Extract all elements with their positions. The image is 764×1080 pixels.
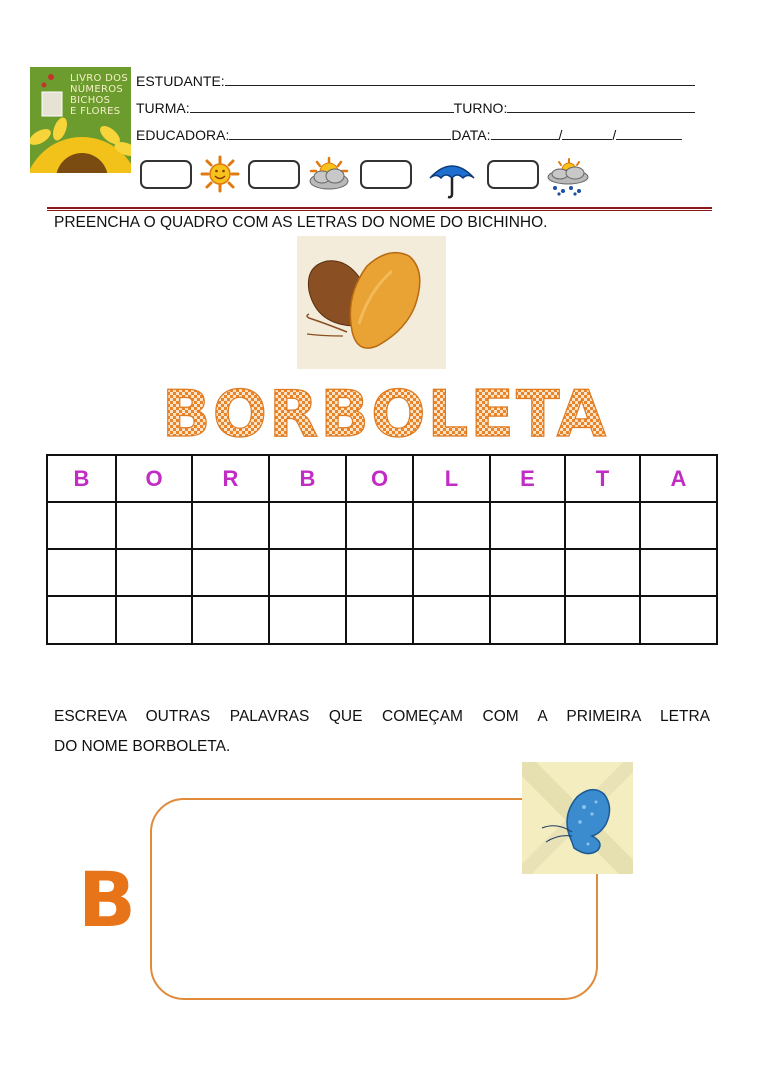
grid-empty-cell[interactable]	[117, 503, 193, 550]
big-letter: B	[78, 855, 136, 944]
grid-empty-cell[interactable]	[193, 597, 270, 643]
grid-empty-cell[interactable]	[566, 503, 641, 550]
instruction-write-words-line1: ESCREVA OUTRAS PALAVRAS QUE COMEÇAM COM A PRIMEIRA LETRA	[54, 708, 710, 725]
grid-empty-cell[interactable]	[566, 597, 641, 643]
data-label: DATA:	[451, 127, 491, 143]
grid-letter-cell: O	[347, 456, 414, 503]
grid-letter-cell: B	[48, 456, 117, 503]
grid-empty-cell[interactable]	[48, 503, 117, 550]
weather-checkbox-rain[interactable]	[360, 160, 412, 189]
day-line[interactable]	[491, 127, 559, 140]
grid-empty-cell[interactable]	[491, 597, 566, 643]
educadora-line[interactable]	[229, 127, 451, 140]
header-divider	[47, 207, 712, 209]
grid-empty-cell[interactable]	[491, 550, 566, 597]
grid-letter-cell: A	[641, 456, 716, 503]
grid-empty-cell[interactable]	[414, 503, 491, 550]
grid-empty-cell[interactable]	[270, 597, 347, 643]
grid-empty-cell[interactable]	[48, 597, 117, 643]
grid-empty-cell[interactable]	[347, 597, 414, 643]
estudante-line[interactable]	[225, 73, 695, 86]
weather-checkbox-storm[interactable]	[487, 160, 539, 189]
grid-letter-cell: O	[117, 456, 193, 503]
grid-empty-cell[interactable]	[414, 550, 491, 597]
date-separator: /	[558, 127, 563, 143]
grid-letter-cell: B	[270, 456, 347, 503]
grid-letter-cell: T	[566, 456, 641, 503]
grid-empty-cell[interactable]	[641, 597, 716, 643]
turma-line[interactable]	[190, 100, 454, 113]
grid-empty-cell[interactable]	[193, 503, 270, 550]
instruction-fill-grid: PREENCHA O QUADRO COM AS LETRAS DO NOME DO BICHINHO.	[54, 214, 548, 231]
butterfly-image	[297, 236, 446, 369]
estudante-label: ESTUDANTE:	[136, 73, 225, 89]
word-title-text: BORBOLETA	[161, 380, 609, 440]
cover-title-line: LIVRO DOS	[70, 73, 128, 84]
grid-empty-cell[interactable]	[641, 503, 716, 550]
grid-letter-cell: R	[193, 456, 270, 503]
weather-checkbox-sun[interactable]	[140, 160, 192, 189]
grid-empty-cell[interactable]	[270, 503, 347, 550]
cover-title-line: BICHOS	[70, 95, 111, 106]
month-line[interactable]	[562, 127, 612, 140]
cover-title-line: E FLORES	[70, 106, 121, 117]
grid-letter-cell: L	[414, 456, 491, 503]
grid-empty-cell[interactable]	[347, 550, 414, 597]
grid-empty-cell[interactable]	[491, 503, 566, 550]
educadora-label: EDUCADORA:	[136, 127, 230, 143]
turno-label: TURNO:	[453, 100, 508, 116]
rain-cloud-icon	[543, 158, 593, 196]
grid-empty-cell[interactable]	[566, 550, 641, 597]
grid-empty-cell[interactable]	[193, 550, 270, 597]
grid-empty-cell[interactable]	[414, 597, 491, 643]
turma-field[interactable]	[136, 100, 695, 116]
grid-empty-cell[interactable]	[117, 597, 193, 643]
grid-empty-cell[interactable]	[347, 503, 414, 550]
weather-checkbox-cloudy[interactable]	[248, 160, 300, 189]
grid-empty-cell[interactable]	[270, 550, 347, 597]
instruction-write-words-line2: DO NOME BORBOLETA.	[54, 738, 231, 755]
letter-grid	[46, 454, 718, 645]
header-divider-thin	[47, 210, 712, 211]
turno-line[interactable]	[507, 100, 695, 113]
estudante-field[interactable]	[136, 73, 695, 89]
cover-title-line: NÚMEROS	[70, 84, 124, 95]
sun-icon	[197, 155, 243, 193]
grid-empty-cell[interactable]	[48, 550, 117, 597]
grid-empty-cell[interactable]	[117, 550, 193, 597]
turma-label: TURMA:	[136, 100, 190, 116]
educadora-field[interactable]	[136, 127, 682, 143]
grid-empty-cell[interactable]	[641, 550, 716, 597]
book-cover-image	[30, 67, 131, 173]
year-line[interactable]	[616, 127, 682, 140]
grid-letter-cell: E	[491, 456, 566, 503]
cloudy-sun-icon	[305, 156, 353, 192]
umbrella-icon	[428, 158, 476, 200]
date-separator: /	[612, 127, 617, 143]
word-title	[155, 380, 615, 440]
blue-butterfly-image	[522, 762, 633, 874]
